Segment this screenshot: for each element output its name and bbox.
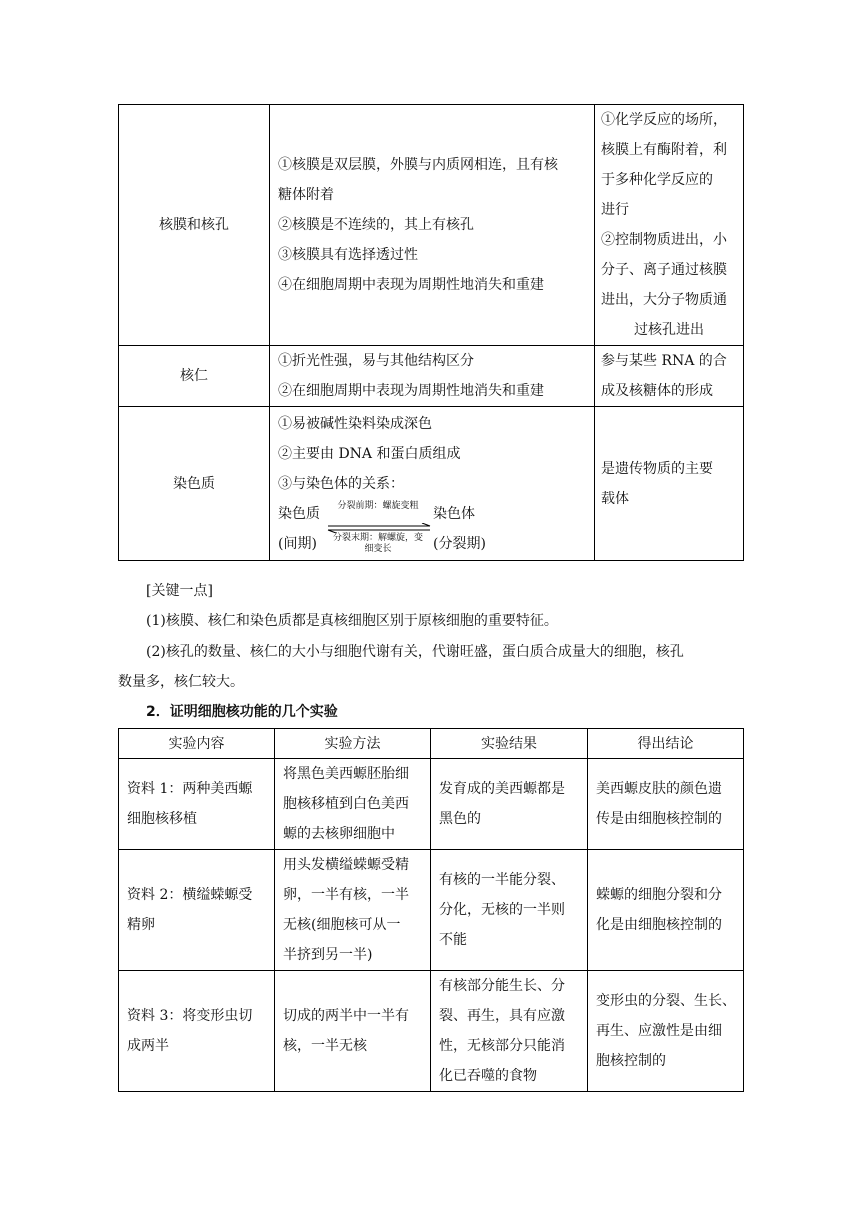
experiment-result: 有核部分能生长、分 裂、再生，具有应激 性，无核部分只能消 化已吞噬的食物 xyxy=(431,971,588,1092)
table-row xyxy=(119,759,744,850)
header-cell: 实验方法 xyxy=(275,729,431,759)
chromatin-chromosome-relation: 染色质 (间期) 分裂前期：螺旋变粗 分裂末期：解螺旋，变细变长 染色体 (分裂期) xyxy=(278,500,486,554)
arrow-top-label: 分裂前期：螺旋变粗 xyxy=(337,500,419,511)
header-cell: 实验结果 xyxy=(431,729,588,759)
experiment-conclusion: 变形虫的分裂、生长、 再生、应激性是由细 胞核控制的 xyxy=(588,971,744,1092)
experiment-conclusion: 美西螈皮肤的颜色遗 传是由细胞核控制的 xyxy=(588,759,744,850)
experiment-content: 资料 2：横缢蝾螈受 精卵 xyxy=(119,850,275,971)
keypoint-paragraph-2-cont: 数量多，核仁较大。 xyxy=(118,674,244,690)
keypoint-paragraph-1: (1)核膜、核仁和染色质都是真核细胞区别于原核细胞的重要特征。 xyxy=(146,613,558,629)
table-row xyxy=(119,850,744,971)
experiment-method: 用头发横缢蝾螈受精 卵，一半有核，一半 无核(细胞核可从一 半挤到另一半) xyxy=(275,850,431,971)
arrow-bottom-label: 分裂末期：解螺旋，变细变长 xyxy=(332,532,423,554)
structure-features: ①核膜是双层膜，外膜与内质网相连，且有核 糖体附着 ②核膜是不连续的，其上有核孔 ③核膜具有选择透过性 ④在细胞周期中表现为周期性地消失和重建 xyxy=(270,105,595,346)
structure-function: 参与某些 RNA 的合 成及核糖体的形成 xyxy=(595,346,744,407)
table-row xyxy=(119,407,744,561)
reversible-arrow-icon xyxy=(326,523,432,533)
structure-function: 是遗传物质的主要 载体 xyxy=(595,407,744,561)
table-header-row xyxy=(119,729,744,759)
structure-features: ①折光性强，易与其他结构区分 ②在细胞周期中表现为周期性地消失和重建 xyxy=(270,346,595,407)
keypoint-paragraph-2: (2)核孔的数量、核仁的大小与细胞代谢有关，代谢旺盛，蛋白质合成量大的细胞，核孔 xyxy=(146,644,684,660)
structure-name: 染色质 xyxy=(119,407,270,561)
header-cell: 实验内容 xyxy=(119,729,275,759)
experiment-method: 切成的两半中一半有 核，一半无核 xyxy=(275,971,431,1092)
nucleus-structure-table xyxy=(118,104,744,561)
experiment-result: 发育成的美西螈都是 黑色的 xyxy=(431,759,588,850)
table-row xyxy=(119,105,744,346)
experiment-content: 资料 1：两种美西螈 细胞核移植 xyxy=(119,759,275,850)
keypoint-heading: [关键一点] xyxy=(146,583,213,599)
experiment-method: 将黑色美西螈胚胎细 胞核移植到白色美西 螈的去核卵细胞中 xyxy=(275,759,431,850)
experiment-table xyxy=(118,728,744,1092)
table-row xyxy=(119,971,744,1092)
section-2-title: 2．证明细胞核功能的几个实验 xyxy=(146,704,338,720)
structure-name: 核膜和核孔 xyxy=(119,105,270,346)
structure-name: 核仁 xyxy=(119,346,270,407)
table-row xyxy=(119,346,744,407)
experiment-result: 有核的一半能分裂、 分化，无核的一半则 不能 xyxy=(431,850,588,971)
experiment-conclusion: 蝾螈的细胞分裂和分 化是由细胞核控制的 xyxy=(588,850,744,971)
header-cell: 得出结论 xyxy=(588,729,744,759)
structure-function: ①化学反应的场所， 核膜上有酶附着，利 于多种化学反应的 进行 ②控制物质进出，小 分子、离子通过核膜 进出，大分子物质通 过核孔进出 xyxy=(595,105,744,346)
structure-features: ①易被碱性染料染成深色 ②主要由 DNA 和蛋白质组成 ③与染色体的关系： 染色质 (间期) 分裂前期：螺旋变粗 分裂末期：解螺旋，变细变长 染色体 (分裂期) xyxy=(270,407,595,561)
experiment-content: 资料 3：将变形虫切 成两半 xyxy=(119,971,275,1092)
